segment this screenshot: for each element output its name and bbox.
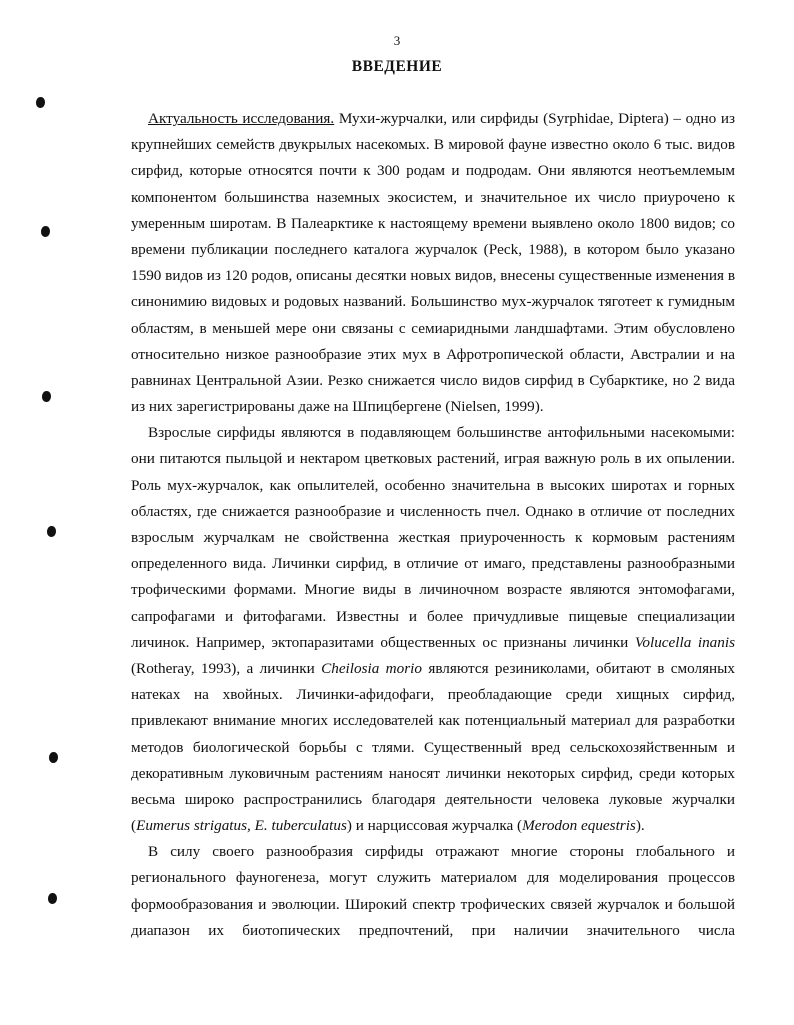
text-line: Актуальность исследования. Мухи-журчалки, или сирфиды (Syrphidae, Diptera) – одно из — [148, 110, 735, 127]
text-line: умеренным широтам. В Палеарктике к настоящему времени выявлено около 1800 видов; со — [131, 214, 735, 232]
section-lead: Актуальность исследования. — [148, 110, 335, 127]
text-line: весьма широко распространились благодаря деятельности человека луковые журчалки — [131, 790, 735, 808]
text-line: В силу своего разнообразия сирфиды отражают многие стороны глобального и — [148, 843, 735, 861]
text-line: трофическими формами. Многие виды в личиночном возрасте являются энтомофагами, — [131, 581, 735, 599]
species-name: Merodon equestris — [522, 817, 636, 835]
text-line: декоративным луковичным растениям наносят личинки некоторых сирфид, среди которых — [131, 764, 735, 782]
text-line: формообразования и эволюции. Широкий спектр трофических связей журчалок и большой — [131, 895, 735, 913]
text-line: методов биологической борьбы с тлями. Существенный вред сельскохозяйственным и — [131, 738, 735, 756]
text-line: личинок. Например, эктопаразитами общественных ос признаны личинки Volucella inanis — [131, 633, 735, 651]
text-line: диапазон их биотопических предпочтений, при наличии значительного числа — [131, 921, 735, 939]
binder-hole-mark — [42, 391, 51, 402]
text-line: равнинах Центральной Азии. Резко снижается число видов сирфид в Субарктике, но 2 вида — [131, 371, 735, 389]
page-number: 3 — [393, 33, 401, 48]
text-line: сирфид, которые относятся почти к 300 родам и подродам. Они являются неотъемлемым — [131, 162, 735, 180]
binder-hole-mark — [48, 893, 57, 904]
text-line: Роль мух-журчалок, как опылителей, особенно значительна в высоких широтах и горных — [131, 476, 735, 494]
species-name: Eumerus strigatus, E. tuberculatus — [136, 817, 347, 835]
binder-hole-mark — [47, 526, 56, 537]
text-line: натеках на хвойных. Личинки-афидофаги, преобладающие среди хищных сирфид, — [131, 686, 735, 704]
text-line: крупнейших семейств двукрылых насекомых. В мировой фауне известно около 6 тыс. видов — [131, 136, 735, 154]
body-text — [131, 106, 735, 944]
binder-hole-mark — [49, 752, 58, 763]
text-line: 1590 видов из 120 родов, описаны десятки новых видов, внесены существенные изменения в — [131, 267, 735, 285]
text-line: (Eumerus strigatus, E. tuberculatus) и нарциссовая журчалка (Merodon equestris). — [131, 817, 645, 835]
text-line: они питаются пыльцой и нектаром цветковых растений, играя важную роль в их опылении. — [131, 450, 735, 468]
text-line: из них зарегистрированы даже на Шпицбергене (Nielsen, 1999). — [131, 398, 544, 416]
binder-hole-mark — [36, 97, 45, 108]
text-line: синонимию видовых и родовых названий. Большинство мух-журчалок тяготеет к гумидным — [131, 293, 735, 311]
text-line: относительно низкое разнообразие этих мух в Афротропической области, Австралии и на — [131, 345, 735, 363]
text-line: привлекают внимание многих исследователей как потенциальный материал для разработки — [131, 712, 735, 730]
text-line: (Rotheray, 1993), а личинки Cheilosia morio являются резиниколами, обитают в смоляных — [131, 659, 735, 677]
text-line: Взрослые сирфиды являются в подавляющем большинстве антофильными насекомыми: — [148, 424, 735, 442]
text-line: компонентом большинства наземных экосистем, и значительное их число приурочено к — [131, 188, 735, 206]
text-line: областях, где снижается разнообразие и численность пчел. Однако в отличие от последних — [131, 502, 735, 520]
page-title: ВВЕДЕНИЕ — [351, 58, 443, 75]
text-line: сапрофагами и фитофагами. Известны и более причудливые пищевые специализации — [131, 607, 735, 625]
species-name: Cheilosia morio — [321, 659, 422, 677]
text-line: времени публикации последнего каталога журчалок (Peck, 1988), в котором было указано — [131, 240, 735, 258]
species-name: Volucella inanis — [634, 633, 735, 651]
binder-hole-mark — [41, 226, 50, 237]
text-line: взрослым журчалкам не свойственна жесткая приуроченность к кормовым растениям — [131, 529, 735, 546]
text-line: областям, в меньшей мере они связаны с семиаридными ландшафтами. Этим обусловлено — [131, 319, 735, 337]
text-line: определенного вида. Личинки сирфид, в отличие от имаго, представлены разнообразными — [131, 555, 735, 573]
text-line: регионального фауногенеза, могут служить материалом для моделирования процессов — [131, 869, 735, 887]
